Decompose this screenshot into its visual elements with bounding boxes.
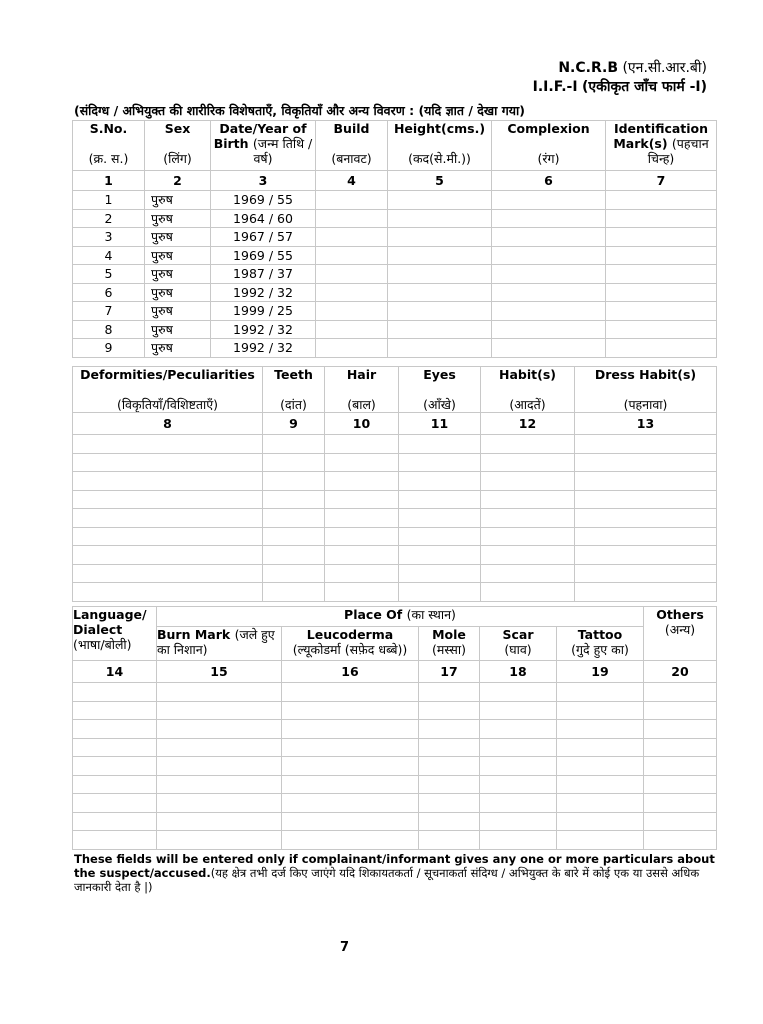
empty-cell bbox=[419, 738, 480, 757]
empty-cell bbox=[481, 509, 575, 528]
empty-cell bbox=[399, 564, 481, 583]
form-header-iif bbox=[533, 77, 707, 96]
table-row bbox=[73, 583, 717, 602]
empty-cell bbox=[263, 527, 325, 546]
empty-cell bbox=[606, 283, 717, 302]
empty-cell bbox=[606, 191, 717, 210]
empty-cell bbox=[388, 283, 492, 302]
empty-cell bbox=[419, 757, 480, 776]
empty-cell bbox=[73, 720, 157, 739]
section-intro: (संदिग्ध / अभियुक्त की शारीरिक विशेषताएँ, विकृतियाँ और अन्य विवरण : (यदि ज्ञात / देखा गया) bbox=[74, 103, 525, 118]
empty-cell bbox=[282, 775, 419, 794]
empty-cell bbox=[575, 527, 717, 546]
empty-cell bbox=[481, 583, 575, 602]
cell-sex: पुरुष bbox=[145, 339, 211, 358]
cell-dob: 1967 / 57 bbox=[211, 228, 316, 247]
empty-cell bbox=[644, 794, 717, 813]
empty-cell bbox=[316, 228, 388, 247]
empty-cell bbox=[73, 509, 263, 528]
empty-cell bbox=[481, 453, 575, 472]
empty-cell bbox=[263, 435, 325, 454]
table-row bbox=[73, 453, 717, 472]
empty-cell bbox=[575, 490, 717, 509]
footer-note-en: These fields will be entered only if complainant/informant gives any one or more particulars about the suspect/accused. bbox=[74, 852, 715, 880]
empty-cell bbox=[388, 209, 492, 228]
empty-cell bbox=[644, 812, 717, 831]
cell-sex: पुरुष bbox=[145, 228, 211, 247]
empty-cell bbox=[399, 490, 481, 509]
empty-cell bbox=[388, 320, 492, 339]
col-num: 5 bbox=[388, 171, 492, 191]
empty-cell bbox=[73, 435, 263, 454]
empty-cell bbox=[399, 527, 481, 546]
empty-cell bbox=[644, 683, 717, 702]
col-num: 13 bbox=[575, 413, 717, 435]
empty-cell bbox=[73, 527, 263, 546]
table1-number-row bbox=[73, 171, 717, 191]
table-row bbox=[73, 564, 717, 583]
empty-cell bbox=[644, 757, 717, 776]
empty-cell bbox=[399, 435, 481, 454]
empty-cell bbox=[325, 583, 399, 602]
empty-cell bbox=[644, 701, 717, 720]
empty-cell bbox=[419, 701, 480, 720]
empty-cell bbox=[325, 527, 399, 546]
col-height: Height(cms.) (कद(से.मी.)) bbox=[388, 121, 492, 171]
header-ncrb-en: N.C.R.B bbox=[558, 60, 619, 76]
footer-note-hi: (यह क्षेत्र तभी दर्ज किए जाएंगे यदि शिकायतकर्ता / सूचनाकर्ता संदिग्ध / अभियुक्त के बारे में कोई एक या उससे अधिक जानकारी देता है |) bbox=[74, 866, 700, 894]
empty-cell bbox=[157, 794, 282, 813]
table-row bbox=[73, 490, 717, 509]
empty-cell bbox=[557, 738, 644, 757]
col-scar: Scar (घाव) bbox=[480, 627, 557, 661]
empty-cell bbox=[157, 738, 282, 757]
empty-cell bbox=[575, 472, 717, 491]
cell-sno: 6 bbox=[73, 283, 145, 302]
empty-cell bbox=[606, 302, 717, 321]
empty-cell bbox=[388, 191, 492, 210]
empty-cell bbox=[73, 831, 157, 850]
cell-sno: 9 bbox=[73, 339, 145, 358]
table-row bbox=[73, 720, 717, 739]
table1-header-row bbox=[73, 121, 717, 171]
empty-cell bbox=[606, 209, 717, 228]
empty-cell bbox=[73, 453, 263, 472]
empty-cell bbox=[73, 812, 157, 831]
table-row bbox=[73, 283, 717, 302]
empty-cell bbox=[644, 831, 717, 850]
cell-dob: 1992 / 32 bbox=[211, 283, 316, 302]
cell-sex: पुरुष bbox=[145, 283, 211, 302]
empty-cell bbox=[575, 546, 717, 565]
empty-cell bbox=[325, 564, 399, 583]
empty-cell bbox=[73, 794, 157, 813]
empty-cell bbox=[492, 191, 606, 210]
table-row bbox=[73, 738, 717, 757]
col-num: 9 bbox=[263, 413, 325, 435]
table2-number-row bbox=[73, 413, 717, 435]
col-mole: Mole (मस्सा) bbox=[419, 627, 480, 661]
col-complexion: Complexion (रंग) bbox=[492, 121, 606, 171]
col-num: 16 bbox=[282, 661, 419, 683]
empty-cell bbox=[73, 472, 263, 491]
cell-dob: 1999 / 25 bbox=[211, 302, 316, 321]
empty-cell bbox=[316, 265, 388, 284]
empty-cell bbox=[316, 191, 388, 210]
col-num: 4 bbox=[316, 171, 388, 191]
col-deformities: Deformities/Peculiarities (विकृतियाँ/विशिष्टताएँ) bbox=[73, 367, 263, 413]
col-num: 6 bbox=[492, 171, 606, 191]
table-row bbox=[73, 339, 717, 358]
table-row bbox=[73, 701, 717, 720]
empty-cell bbox=[492, 320, 606, 339]
table-row bbox=[73, 683, 717, 702]
empty-cell bbox=[480, 701, 557, 720]
col-identification: Identification Mark(s) (पहचान चिन्ह) bbox=[606, 121, 717, 171]
table-row bbox=[73, 209, 717, 228]
empty-cell bbox=[282, 683, 419, 702]
footer-note bbox=[74, 852, 724, 894]
empty-cell bbox=[480, 738, 557, 757]
header-iif-hi: (एकीकृत जाँच फार्म -I) bbox=[582, 79, 707, 95]
empty-cell bbox=[282, 701, 419, 720]
col-burn-mark: Burn Mark (जले हुए का निशान) bbox=[157, 627, 282, 661]
col-num: 7 bbox=[606, 171, 717, 191]
cell-sex: पुरुष bbox=[145, 191, 211, 210]
empty-cell bbox=[282, 812, 419, 831]
empty-cell bbox=[419, 775, 480, 794]
empty-cell bbox=[73, 701, 157, 720]
cell-sex: पुरुष bbox=[145, 246, 211, 265]
empty-cell bbox=[481, 564, 575, 583]
empty-cell bbox=[481, 490, 575, 509]
empty-cell bbox=[316, 302, 388, 321]
empty-cell bbox=[73, 757, 157, 776]
empty-cell bbox=[419, 812, 480, 831]
table-row bbox=[73, 775, 717, 794]
cell-sex: पुरुष bbox=[145, 302, 211, 321]
col-others: Others (अन्य) bbox=[644, 607, 717, 661]
cell-sno: 1 bbox=[73, 191, 145, 210]
empty-cell bbox=[481, 527, 575, 546]
empty-cell bbox=[73, 490, 263, 509]
empty-cell bbox=[73, 546, 263, 565]
empty-cell bbox=[282, 738, 419, 757]
empty-cell bbox=[263, 490, 325, 509]
col-num: 14 bbox=[73, 661, 157, 683]
empty-cell bbox=[325, 472, 399, 491]
table-row bbox=[73, 246, 717, 265]
empty-cell bbox=[282, 831, 419, 850]
empty-cell bbox=[480, 720, 557, 739]
empty-cell bbox=[480, 757, 557, 776]
empty-cell bbox=[157, 683, 282, 702]
table-row bbox=[73, 546, 717, 565]
col-num: 1 bbox=[73, 171, 145, 191]
empty-cell bbox=[263, 472, 325, 491]
table-row bbox=[73, 191, 717, 210]
col-num: 19 bbox=[557, 661, 644, 683]
table-row bbox=[73, 228, 717, 247]
col-place-of: Place Of (का स्थान) bbox=[157, 607, 644, 627]
col-num: 10 bbox=[325, 413, 399, 435]
header-ncrb-hi: (एन.सी.आर.बी) bbox=[622, 60, 707, 76]
empty-cell bbox=[388, 265, 492, 284]
empty-cell bbox=[316, 339, 388, 358]
empty-cell bbox=[419, 831, 480, 850]
empty-cell bbox=[73, 683, 157, 702]
table-row bbox=[73, 265, 717, 284]
table-row bbox=[73, 812, 717, 831]
empty-cell bbox=[325, 453, 399, 472]
empty-cell bbox=[557, 794, 644, 813]
empty-cell bbox=[606, 228, 717, 247]
empty-cell bbox=[388, 228, 492, 247]
empty-cell bbox=[399, 453, 481, 472]
col-dress-habits: Dress Habit(s) (पहनावा) bbox=[575, 367, 717, 413]
empty-cell bbox=[157, 757, 282, 776]
empty-cell bbox=[282, 757, 419, 776]
empty-cell bbox=[282, 720, 419, 739]
empty-cell bbox=[644, 775, 717, 794]
cell-dob: 1964 / 60 bbox=[211, 209, 316, 228]
empty-cell bbox=[492, 265, 606, 284]
col-num: 17 bbox=[419, 661, 480, 683]
empty-cell bbox=[492, 302, 606, 321]
empty-cell bbox=[492, 339, 606, 358]
empty-cell bbox=[399, 509, 481, 528]
empty-cell bbox=[480, 831, 557, 850]
table3-number-row bbox=[73, 661, 717, 683]
cell-sex: पुरुष bbox=[145, 209, 211, 228]
cell-sno: 5 bbox=[73, 265, 145, 284]
empty-cell bbox=[316, 209, 388, 228]
col-teeth: Teeth (दांत) bbox=[263, 367, 325, 413]
col-tattoo: Tattoo (गुदे हुए का) bbox=[557, 627, 644, 661]
cell-sno: 4 bbox=[73, 246, 145, 265]
marks-table bbox=[72, 606, 717, 850]
physical-features-table bbox=[72, 120, 717, 358]
empty-cell bbox=[480, 775, 557, 794]
empty-cell bbox=[575, 453, 717, 472]
empty-cell bbox=[157, 831, 282, 850]
empty-cell bbox=[419, 683, 480, 702]
empty-cell bbox=[606, 320, 717, 339]
cell-dob: 1969 / 55 bbox=[211, 246, 316, 265]
empty-cell bbox=[492, 228, 606, 247]
empty-cell bbox=[73, 564, 263, 583]
empty-cell bbox=[316, 320, 388, 339]
empty-cell bbox=[557, 757, 644, 776]
empty-cell bbox=[557, 775, 644, 794]
empty-cell bbox=[480, 683, 557, 702]
empty-cell bbox=[557, 701, 644, 720]
empty-cell bbox=[263, 546, 325, 565]
empty-cell bbox=[73, 583, 263, 602]
empty-cell bbox=[481, 435, 575, 454]
empty-cell bbox=[419, 794, 480, 813]
empty-cell bbox=[325, 435, 399, 454]
table-row bbox=[73, 302, 717, 321]
empty-cell bbox=[263, 583, 325, 602]
table3-header-row2 bbox=[73, 627, 717, 661]
col-num: 12 bbox=[481, 413, 575, 435]
empty-cell bbox=[644, 720, 717, 739]
empty-cell bbox=[557, 720, 644, 739]
col-language: Language/ Dialect (भाषा/बोली) bbox=[73, 607, 157, 661]
cell-dob: 1987 / 37 bbox=[211, 265, 316, 284]
empty-cell bbox=[325, 490, 399, 509]
cell-sex: पुरुष bbox=[145, 320, 211, 339]
deformities-table bbox=[72, 366, 717, 602]
empty-cell bbox=[606, 339, 717, 358]
empty-cell bbox=[606, 246, 717, 265]
col-num: 11 bbox=[399, 413, 481, 435]
table-row bbox=[73, 509, 717, 528]
col-num: 15 bbox=[157, 661, 282, 683]
empty-cell bbox=[282, 794, 419, 813]
empty-cell bbox=[388, 339, 492, 358]
table-row bbox=[73, 794, 717, 813]
table-row bbox=[73, 472, 717, 491]
empty-cell bbox=[316, 283, 388, 302]
empty-cell bbox=[575, 583, 717, 602]
empty-cell bbox=[575, 435, 717, 454]
empty-cell bbox=[316, 246, 388, 265]
cell-sno: 2 bbox=[73, 209, 145, 228]
cell-sno: 7 bbox=[73, 302, 145, 321]
empty-cell bbox=[575, 564, 717, 583]
table-row bbox=[73, 527, 717, 546]
table-row bbox=[73, 831, 717, 850]
empty-cell bbox=[480, 812, 557, 831]
empty-cell bbox=[419, 720, 480, 739]
empty-cell bbox=[73, 775, 157, 794]
empty-cell bbox=[557, 812, 644, 831]
empty-cell bbox=[157, 775, 282, 794]
empty-cell bbox=[263, 509, 325, 528]
col-sno: S.No. (क्र. स.) bbox=[73, 121, 145, 171]
table-row bbox=[73, 757, 717, 776]
cell-sex: पुरुष bbox=[145, 265, 211, 284]
empty-cell bbox=[644, 738, 717, 757]
col-sex: Sex (लिंग) bbox=[145, 121, 211, 171]
empty-cell bbox=[399, 583, 481, 602]
empty-cell bbox=[557, 831, 644, 850]
cell-sno: 8 bbox=[73, 320, 145, 339]
col-eyes: Eyes (आँखे) bbox=[399, 367, 481, 413]
empty-cell bbox=[481, 546, 575, 565]
table-row bbox=[73, 320, 717, 339]
empty-cell bbox=[492, 283, 606, 302]
empty-cell bbox=[325, 546, 399, 565]
col-dob: Date/Year of Birth (जन्म तिथि / वर्ष) bbox=[211, 121, 316, 171]
col-num: 2 bbox=[145, 171, 211, 191]
empty-cell bbox=[606, 265, 717, 284]
empty-cell bbox=[73, 738, 157, 757]
empty-cell bbox=[388, 302, 492, 321]
empty-cell bbox=[263, 564, 325, 583]
col-leucoderma: Leucoderma (ल्यूकोडर्मा (सफ़ेद धब्बे)) bbox=[282, 627, 419, 661]
col-num: 3 bbox=[211, 171, 316, 191]
empty-cell bbox=[388, 246, 492, 265]
empty-cell bbox=[481, 472, 575, 491]
cell-dob: 1992 / 32 bbox=[211, 339, 316, 358]
empty-cell bbox=[325, 509, 399, 528]
empty-cell bbox=[157, 812, 282, 831]
cell-sno: 3 bbox=[73, 228, 145, 247]
empty-cell bbox=[263, 453, 325, 472]
form-header-ncrb bbox=[558, 58, 707, 77]
empty-cell bbox=[557, 683, 644, 702]
col-num: 20 bbox=[644, 661, 717, 683]
col-num: 8 bbox=[73, 413, 263, 435]
cell-dob: 1992 / 32 bbox=[211, 320, 316, 339]
table-row bbox=[73, 435, 717, 454]
empty-cell bbox=[480, 794, 557, 813]
empty-cell bbox=[492, 246, 606, 265]
col-hair: Hair (बाल) bbox=[325, 367, 399, 413]
col-num: 18 bbox=[480, 661, 557, 683]
empty-cell bbox=[492, 209, 606, 228]
empty-cell bbox=[399, 472, 481, 491]
page-number: 7 bbox=[340, 940, 350, 955]
empty-cell bbox=[157, 720, 282, 739]
empty-cell bbox=[399, 546, 481, 565]
header-iif-en: I.I.F.-I bbox=[532, 79, 578, 95]
empty-cell bbox=[157, 701, 282, 720]
col-build: Build (बनावट) bbox=[316, 121, 388, 171]
cell-dob: 1969 / 55 bbox=[211, 191, 316, 210]
col-habits: Habit(s) (आदतें) bbox=[481, 367, 575, 413]
empty-cell bbox=[575, 509, 717, 528]
table3-header-row1 bbox=[73, 607, 717, 627]
table2-header-row bbox=[73, 367, 717, 413]
